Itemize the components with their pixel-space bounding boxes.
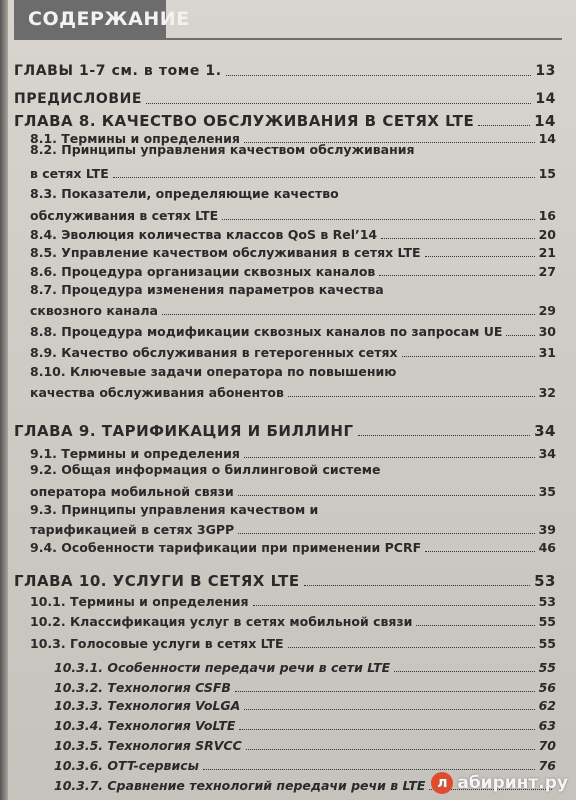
toc-page-number: 14 xyxy=(538,131,556,146)
toc-entry-text: 10.3.6. OTT-сервисы xyxy=(54,758,199,773)
toc-entry-text: 10.1. Термины и определения xyxy=(30,594,249,609)
toc-page-number: 34 xyxy=(538,446,556,461)
toc-leader-dots xyxy=(246,749,535,750)
toc-entry-text: ГЛАВЫ 1-7 см. в томе 1. xyxy=(14,63,222,79)
toc-page-number: 35 xyxy=(538,484,556,499)
toc-leader-dots xyxy=(238,495,535,496)
toc-page-number: 30 xyxy=(538,324,556,339)
toc-leader-dots xyxy=(239,729,534,730)
toc-page-number: 14 xyxy=(535,91,556,107)
toc-page-number: 21 xyxy=(538,245,556,260)
toc-entry-text: 8.6. Процедура организации сквозных каналов xyxy=(30,264,376,279)
toc-page-number: 55 xyxy=(538,660,556,675)
toc-page-number: 20 xyxy=(538,227,556,242)
toc-page-number: 63 xyxy=(538,718,556,733)
toc-page-number: 14 xyxy=(534,112,556,130)
toc-page-number: 46 xyxy=(538,540,556,555)
toc-leader-dots xyxy=(379,275,534,276)
toc-entry-text: 10.3. Голосовые услуги в сетях LTE xyxy=(30,636,284,651)
toc-entry-text: 9.1. Термины и определения xyxy=(30,446,240,461)
toc-leader-dots xyxy=(113,177,535,178)
watermark xyxy=(431,772,568,794)
toc-page-number: 13 xyxy=(535,63,556,79)
toc-page-number: 55 xyxy=(538,614,556,629)
toc-leader-dots xyxy=(222,219,534,220)
toc-page-number: 15 xyxy=(538,166,556,181)
toc-leader-dots xyxy=(394,671,534,672)
toc-entry-text: 8.4. Эволюция количества классов QoS в Rel’14 xyxy=(30,227,378,242)
toc-leader-dots xyxy=(162,314,535,315)
toc-page-number: 27 xyxy=(538,264,556,279)
toc-entry-text: сквозного канала xyxy=(30,303,158,318)
toc-entry-text: 10.3.3. Технология VoLGA xyxy=(54,698,241,713)
toc-entry-text: качества обслуживания абонентов xyxy=(30,385,284,400)
toc-entry-text: 8.2. Принципы управления качеством обслуживания xyxy=(30,142,415,157)
toc-page-number: 53 xyxy=(534,572,556,590)
toc-page-number: 16 xyxy=(538,208,556,223)
toc-entry-text: 9.4. Особенности тарификации при применении PCRF xyxy=(30,540,422,555)
toc-entry-text: обслуживания в сетях LTE xyxy=(30,208,219,223)
toc-entry-text: 10.3.5. Технология SRVCC xyxy=(54,738,242,753)
toc-entry-text: 10.3.2. Технология CSFB xyxy=(54,680,231,695)
page-spine-shadow xyxy=(0,0,8,800)
toc-page-number: 32 xyxy=(538,385,556,400)
toc-entry-text: 10.2. Классификация услуг в сетях мобильной связи xyxy=(30,614,413,629)
toc-entry-text: 9.3. Принципы управления качеством и xyxy=(30,502,319,517)
toc-leader-dots xyxy=(235,691,535,692)
toc-entry-text: 10.3.1. Особенности передачи речи в сети LTE xyxy=(54,660,391,675)
toc-page-number: 31 xyxy=(538,345,556,360)
toc-leader-dots xyxy=(358,435,531,436)
watermark-text: абиринт.ру xyxy=(457,773,568,793)
toc-entry-text: 9.2. Общая информация о биллинговой системе xyxy=(30,462,381,477)
toc-leader-dots xyxy=(402,356,535,357)
toc-leader-dots xyxy=(381,238,534,239)
toc-entry-text: ГЛАВА 8. КАЧЕСТВО ОБСЛУЖИВАНИЯ В СЕТЯХ LTE xyxy=(14,112,475,130)
toc-page-number: 55 xyxy=(538,636,556,651)
toc-page-number: 56 xyxy=(538,680,556,695)
toc-entry-text: тарификацией в сетях 3GPP xyxy=(30,522,235,537)
toc-entry-text: 8.5. Управление качеством обслуживания в сетях LTE xyxy=(30,245,421,260)
toc-leader-dots xyxy=(425,256,535,257)
toc-entry-text: ПРЕДИСЛОВИЕ xyxy=(14,91,143,107)
toc-entry-text: в сетях LTE xyxy=(30,166,109,181)
contents-header xyxy=(14,0,190,38)
toc-leader-dots xyxy=(288,396,535,397)
toc-leader-dots xyxy=(226,75,532,76)
toc-leader-dots xyxy=(506,335,534,336)
toc-leader-dots xyxy=(146,103,531,104)
toc-leader-dots xyxy=(425,551,534,552)
toc-page-number: 62 xyxy=(538,698,556,713)
contents-title: СОДЕРЖАНИЕ xyxy=(28,8,190,30)
toc-leader-dots xyxy=(304,585,530,586)
toc-leader-dots xyxy=(416,625,534,626)
toc-leader-dots xyxy=(253,605,535,606)
toc-page-number: 34 xyxy=(534,422,556,440)
toc-page-number: 76 xyxy=(538,758,556,773)
toc-entry-text: оператора мобильной связи xyxy=(30,484,234,499)
toc-entry-text: ГЛАВА 10. УСЛУГИ В СЕТЯХ LTE xyxy=(14,572,300,590)
toc-entry-text: 10.3.7. Сравнение технологий передачи речи в LTE xyxy=(54,778,426,793)
header-rule xyxy=(14,38,562,40)
toc-leader-dots xyxy=(288,647,535,648)
labirint-logo-icon: л xyxy=(431,772,453,794)
toc-entry-text: 8.7. Процедура изменения параметров качества xyxy=(30,282,384,297)
toc-entry-text: 8.10. Ключевые задачи оператора по повышению xyxy=(30,364,397,379)
toc-leader-dots xyxy=(238,533,534,534)
toc-page-number: 70 xyxy=(538,738,556,753)
toc-entry-text: 8.8. Процедура модификации сквозных каналов по запросам UE xyxy=(30,324,503,339)
toc-page-number: 53 xyxy=(538,594,556,609)
toc-entry-text: 8.9. Качество обслуживания в гетерогенных сетях xyxy=(30,345,398,360)
toc-page-number: 29 xyxy=(538,303,556,318)
toc-leader-dots xyxy=(244,457,535,458)
toc-page-number: 39 xyxy=(538,522,556,537)
toc-leader-dots xyxy=(244,709,534,710)
toc-entry-text: ГЛАВА 9. ТАРИФИКАЦИЯ И БИЛЛИНГ xyxy=(14,422,354,440)
toc-leader-dots xyxy=(478,125,530,126)
toc-entry-text: 8.3. Показатели, определяющие качество xyxy=(30,186,339,201)
toc-entry-text: 8.1. Термины и определения xyxy=(30,131,240,146)
toc-entry-text: 10.3.4. Технология VoLTE xyxy=(54,718,236,733)
toc-leader-dots xyxy=(203,769,535,770)
